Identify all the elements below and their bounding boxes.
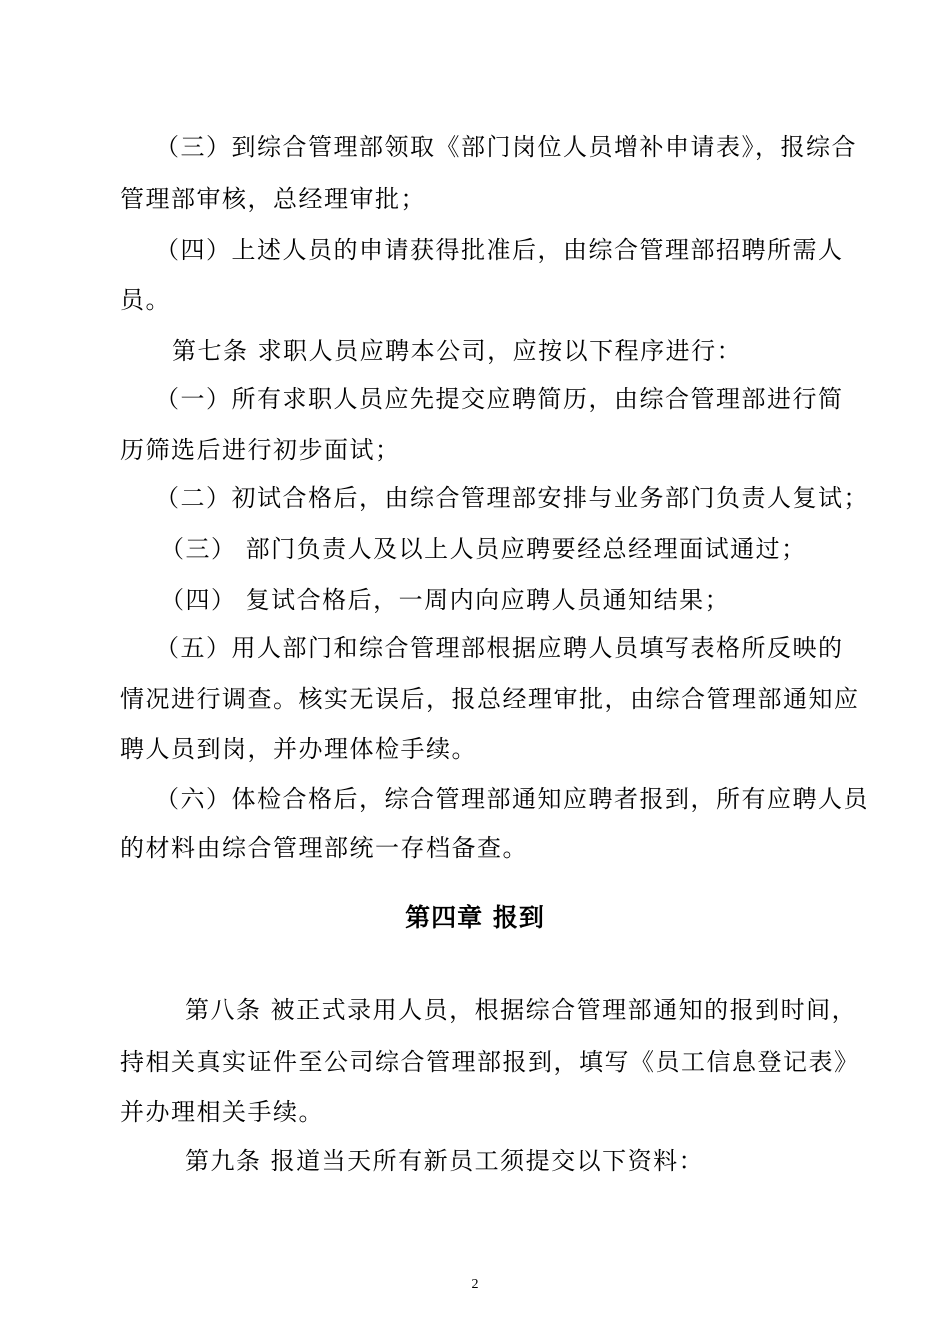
paragraph-line: （四） 复试合格后，一周内向应聘人员通知结果；	[160, 586, 731, 614]
paragraph-line: （二）初试合格后，由综合管理部安排与业务部门负责人复试；	[155, 484, 869, 512]
article-heading-line: 第八条 被正式录用人员，根据综合管理部通知的报到时间，	[185, 996, 858, 1024]
paragraph-line: （三）到综合管理部领取《部门岗位人员增补申请表》，报综合	[155, 133, 857, 161]
paragraph-line: 历筛选后进行初步面试；	[120, 436, 401, 464]
paragraph-line: 管理部审核，总经理审批；	[120, 185, 426, 213]
paragraph-line: 持相关真实证件至公司综合管理部报到，填写《员工信息登记表》	[120, 1048, 860, 1076]
chapter-heading: 第四章 报到	[405, 903, 545, 932]
paragraph-line: （五）用人部门和综合管理部根据应聘人员填写表格所反映的	[155, 634, 844, 662]
paragraph-line: 员。	[120, 286, 171, 314]
paragraph-line: 情况进行调查。核实无误后，报总经理审批，由综合管理部通知应	[120, 685, 860, 713]
article-heading-line: 第九条 报道当天所有新员工须提交以下资料：	[185, 1147, 705, 1175]
paragraph-line: （六）体检合格后，综合管理部通知应聘者报到，所有应聘人员	[155, 785, 869, 813]
paragraph-line: 聘人员到岗，并办理体检手续。	[120, 735, 477, 763]
paragraph-line: （一）所有求职人员应先提交应聘简历，由综合管理部进行简	[155, 385, 844, 413]
article-heading-line: 第七条 求职人员应聘本公司，应按以下程序进行：	[172, 337, 743, 365]
page-number: 2	[471, 1277, 479, 1292]
paragraph-line: （三） 部门负责人及以上人员应聘要经总经理面试通过；	[160, 535, 807, 563]
paragraph-line: 的材料由综合管理部统一存档备查。	[120, 834, 528, 862]
paragraph-line: （四）上述人员的申请获得批准后，由综合管理部招聘所需人	[155, 236, 844, 264]
paragraph-line: 并办理相关手续。	[120, 1098, 324, 1126]
